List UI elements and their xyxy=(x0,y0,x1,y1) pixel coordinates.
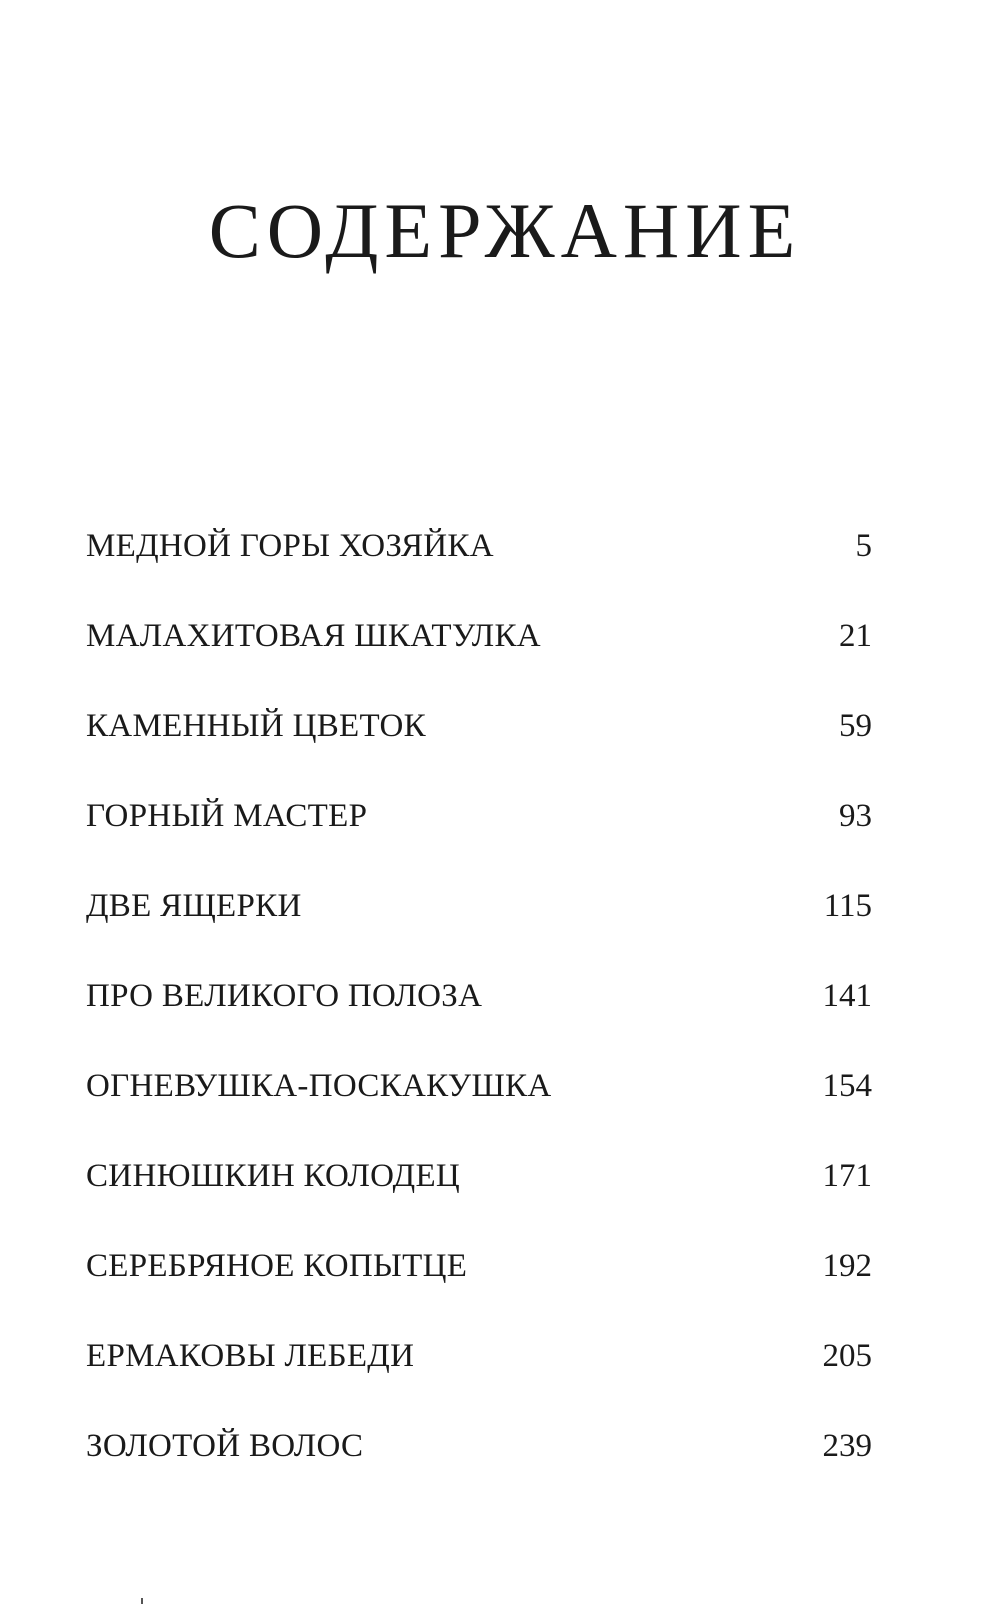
print-speck xyxy=(141,1598,143,1604)
toc-entry xyxy=(86,1160,872,1250)
toc-entry-title: МЕДНОЙ ГОРЫ ХОЗЯЙКА xyxy=(86,528,494,564)
toc-entry xyxy=(86,1430,872,1520)
toc-entry-page: 5 xyxy=(855,528,872,564)
toc-entry-title: ОГНЕВУШКА-ПОСКАКУШКА xyxy=(86,1068,552,1104)
toc-entry xyxy=(86,890,872,980)
table-of-contents xyxy=(86,530,872,1520)
toc-entry-page: 115 xyxy=(823,888,872,924)
toc-entry-page: 141 xyxy=(822,978,872,1014)
toc-entry-page: 171 xyxy=(822,1158,872,1194)
toc-entry-page: 239 xyxy=(822,1428,872,1464)
toc-entry xyxy=(86,620,872,710)
toc-entry-page: 192 xyxy=(822,1248,872,1284)
toc-entry-title: ДВЕ ЯЩЕРКИ xyxy=(86,888,302,924)
toc-entry xyxy=(86,1070,872,1160)
toc-entry-page: 21 xyxy=(839,618,872,654)
page-title: СОДЕРЖАНИЕ xyxy=(208,187,802,274)
toc-entry-title: КАМЕННЫЙ ЦВЕТОК xyxy=(86,708,426,744)
toc-entry-page: 93 xyxy=(839,798,872,834)
toc-entry-page: 154 xyxy=(822,1068,872,1104)
toc-entry-page: 59 xyxy=(839,708,872,744)
toc-entry-title: ГОРНЫЙ МАСТЕР xyxy=(86,798,368,834)
toc-entry-title: ПРО ВЕЛИКОГО ПОЛОЗА xyxy=(86,978,483,1014)
toc-entry xyxy=(86,800,872,890)
toc-entry xyxy=(86,1250,872,1340)
toc-entry-title: СИНЮШКИН КОЛОДЕЦ xyxy=(86,1158,461,1194)
toc-entry xyxy=(86,710,872,800)
toc-entry-title: МАЛАХИТОВАЯ ШКАТУЛКА xyxy=(86,618,541,654)
toc-entry-title: ЕРМАКОВЫ ЛЕБЕДИ xyxy=(86,1338,415,1374)
toc-entry-page: 205 xyxy=(822,1338,872,1374)
toc-entry-title: СЕРЕБРЯНОЕ КОПЫТЦЕ xyxy=(86,1248,468,1284)
toc-entry-title: ЗОЛОТОЙ ВОЛОС xyxy=(86,1428,364,1464)
toc-entry xyxy=(86,1340,872,1430)
toc-entry xyxy=(86,980,872,1070)
toc-entry xyxy=(86,530,872,620)
